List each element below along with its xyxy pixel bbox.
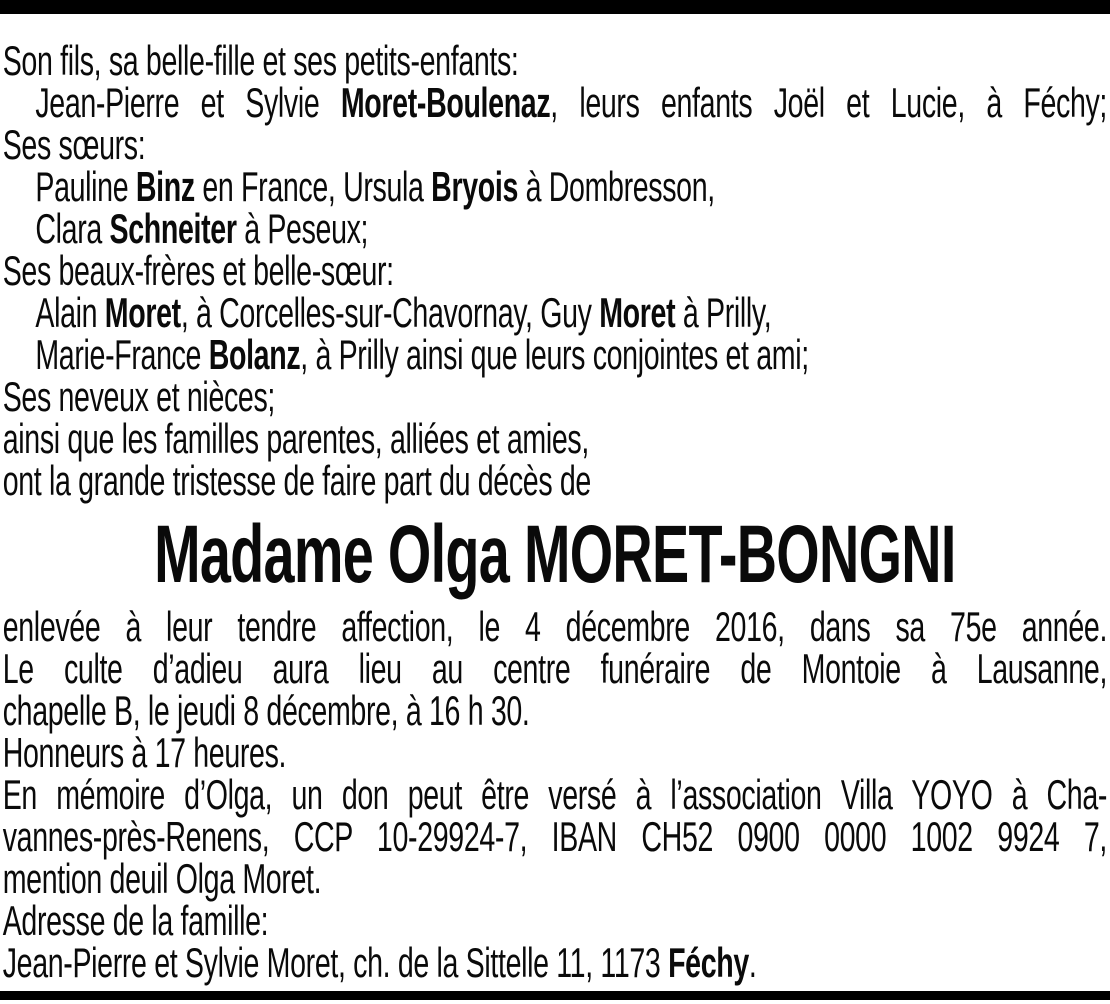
notice-text-segment: , à Corcelles-sur-Chavornay, Guy: [180, 289, 600, 336]
notice-text-segment: .: [748, 939, 757, 986]
notice-line: [2, 603, 1108, 650]
notice-text-segment: Jean-Pierre et Sylvie Moret, ch. de la Sittelle 11, 1173: [2, 939, 669, 986]
notice-line: [2, 939, 1107, 986]
notice-text-segment: Ses beaux-frères et belle-sœur:: [2, 247, 394, 294]
notice-text-segment: à Peseux;: [236, 205, 369, 252]
notice-text-segment: Féchy: [668, 939, 749, 986]
notice-line: [2, 855, 1107, 902]
notice-line: [3, 331, 1107, 378]
notice-text-segment: ainsi que les familles parentes, alliées et amies,: [2, 415, 589, 462]
notice-line: [2, 373, 1107, 420]
notice-line: [3, 79, 1108, 126]
deceased-name-title: [3, 509, 1107, 600]
notice-text-segment: Son fils, sa belle-fille et ses petits-enfants:: [2, 37, 519, 84]
notice-text-segment: Jean-Pierre et Sylvie: [35, 79, 341, 126]
notice-text-segment: Le culte d’adieu aura lieu au centre funéraire de Montoie à Lausanne,: [2, 645, 1108, 692]
notice-text-segment: Schneiter: [109, 205, 237, 252]
notice-text-segment: chapelle B, le jeudi 8 décembre, à 16 h 30.: [2, 687, 530, 734]
top-rule: [0, 0, 1110, 14]
notice-line: [2, 247, 1107, 294]
notice-line: [2, 897, 1107, 944]
notice-text-segment: vannes-près-Renens, CCP 10-29924-7, IBAN CH52 0900 0000 1002 9924 7,: [2, 813, 1108, 860]
notice-text: [0, 14, 1108, 984]
notice-line: [2, 771, 1108, 818]
notice-text-segment: Bolanz: [208, 331, 301, 378]
notice-text-segment: mention deuil Olga Moret.: [2, 855, 322, 902]
notice-text-segment: Marie-France: [35, 331, 209, 378]
notice-text-segment: Clara: [35, 205, 110, 252]
notice-line: [3, 205, 1107, 252]
notice-text-segment: Bryois: [431, 163, 519, 210]
notice-line: [2, 121, 1107, 168]
notice-text-segment: Adresse de la famille:: [2, 897, 269, 944]
notice-text-segment: Moret: [104, 289, 181, 336]
notice-text-segment: Binz: [135, 163, 195, 210]
notice-line: [3, 163, 1107, 210]
notice-line: [3, 289, 1107, 336]
notice-text-segment: , leurs enfants Joël et Lucie, à Féchy;: [550, 79, 1108, 126]
bottom-rule: [0, 991, 1110, 1000]
notice-text-segment: , à Prilly ainsi que leurs conjointes et ami;: [300, 331, 809, 378]
notice-text-segment: Ses neveux et nièces;: [2, 373, 276, 420]
notice-line: [2, 645, 1108, 692]
notice-line: [2, 415, 1107, 462]
notice-text-segment: En mémoire d’Olga, un don peut être versé à l’association Villa YOYO à Cha-: [2, 771, 1108, 818]
notice-text-segment: Honneurs à 17 heures.: [2, 729, 287, 776]
notice-column: [0, 14, 1110, 984]
notice-line: [2, 457, 1107, 504]
notice-text-segment: Ses sœurs:: [2, 121, 146, 168]
notice-line: [2, 729, 1107, 776]
notice-text-segment: Pauline: [35, 163, 136, 210]
notice-text-segment: à Prilly,: [675, 289, 772, 336]
notice-text-segment: à Dombresson,: [518, 163, 715, 210]
notice-line: [2, 813, 1108, 860]
notice-text-segment: Moret-Boulenaz: [340, 79, 551, 126]
notice-line: [2, 687, 1107, 734]
notice-text-segment: Moret: [599, 289, 676, 336]
notice-line: [2, 37, 1107, 84]
notice-text-segment: enlevée à leur tendre affection, le 4 décembre 2016, dans sa 75e année.: [2, 603, 1108, 650]
notice-text-segment: en France, Ursula: [194, 163, 432, 210]
notice-text-segment: Alain: [35, 289, 105, 336]
notice-text-segment: Madame Olga MORET-BONGNI: [154, 509, 956, 600]
notice-text-segment: ont la grande tristesse de faire part du décès de: [2, 457, 591, 504]
